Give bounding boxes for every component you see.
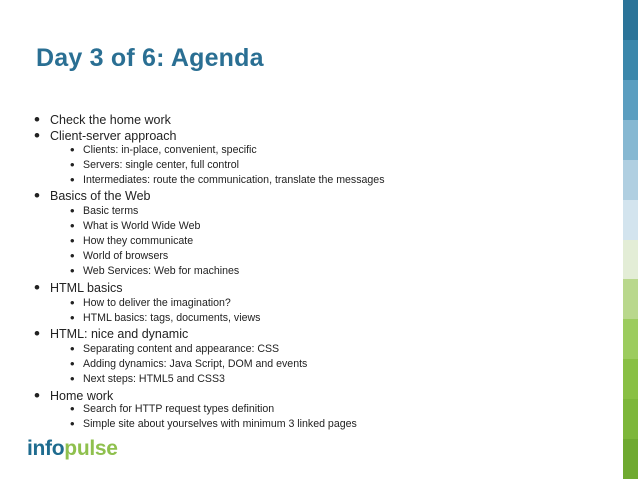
agenda-item-text: How they communicate — [83, 235, 194, 247]
agenda-subitem — [70, 172, 385, 187]
slide-title: Day 3 of 6: Agenda — [36, 44, 264, 72]
agenda-subitem — [70, 341, 280, 356]
agenda-item-text: Intermediates: route the communication, translate the messages — [83, 174, 385, 186]
stripe-segment — [623, 0, 638, 40]
infopulse-logo — [27, 437, 118, 461]
bullet-icon: • — [70, 203, 75, 218]
bullet-icon: • — [70, 172, 75, 187]
agenda-item — [34, 386, 114, 405]
agenda-item-text: Home work — [50, 389, 114, 403]
agenda-item-text: How to deliver the imagination? — [83, 297, 231, 309]
agenda-item-text: Basic terms — [83, 205, 139, 217]
agenda-item-text: Clients: in-place, convenient, specific — [83, 144, 257, 156]
agenda-item-text: HTML: nice and dynamic — [50, 327, 189, 341]
agenda-item-text: Servers: single center, full control — [83, 159, 240, 171]
bullet-icon: • — [70, 157, 75, 172]
bullet-icon: • — [34, 126, 40, 145]
bullet-icon: • — [70, 263, 75, 278]
agenda-item-text: Next steps: HTML5 and CSS3 — [83, 373, 225, 385]
bullet-icon: • — [70, 233, 75, 248]
bullet-icon: • — [34, 110, 40, 129]
bullet-icon: • — [70, 401, 75, 416]
agenda-item-text: What is World Wide Web — [83, 220, 201, 232]
bullet-icon: • — [70, 356, 75, 371]
stripe-segment — [623, 200, 638, 240]
bullet-icon: • — [70, 218, 75, 233]
agenda-subitem — [70, 263, 240, 278]
agenda-subitem — [70, 295, 231, 310]
bullet-icon: • — [70, 416, 75, 431]
agenda-item — [34, 110, 171, 129]
stripe-segment — [623, 240, 638, 280]
agenda-item-text: Basics of the Web — [50, 189, 151, 203]
bullet-icon: • — [70, 295, 75, 310]
decorative-color-stripe — [623, 0, 638, 479]
stripe-segment — [623, 120, 638, 160]
agenda-item — [34, 278, 123, 297]
logo-part-pulse: pulse — [64, 437, 118, 460]
agenda-subitem — [70, 416, 357, 431]
stripe-segment — [623, 359, 638, 399]
agenda-subitem — [70, 356, 308, 371]
agenda-item — [34, 186, 151, 205]
agenda-item-text: Separating content and appearance: CSS — [83, 343, 280, 355]
bullet-icon: • — [70, 310, 75, 325]
agenda-item-text: Simple site about yourselves with minimum 3 linked pages — [83, 418, 357, 430]
stripe-segment — [623, 279, 638, 319]
agenda-item-text: Web Services: Web for machines — [83, 265, 240, 277]
agenda-item-text: Adding dynamics: Java Script, DOM and events — [83, 358, 308, 370]
logo-part-info: info — [27, 437, 65, 460]
bullet-icon: • — [70, 371, 75, 386]
stripe-segment — [623, 399, 638, 439]
agenda-item-text: World of browsers — [83, 250, 169, 262]
stripe-segment — [623, 80, 638, 120]
bullet-icon: • — [70, 341, 75, 356]
stripe-segment — [623, 40, 638, 80]
agenda-subitem — [70, 233, 194, 248]
bullet-icon: • — [70, 248, 75, 263]
bullet-icon: • — [70, 142, 75, 157]
agenda-subitem — [70, 218, 201, 233]
agenda-subitem — [70, 203, 139, 218]
bullet-icon: • — [34, 324, 40, 343]
bullet-icon: • — [34, 186, 40, 205]
agenda-item-text: Search for HTTP request types definition — [83, 403, 275, 415]
agenda-item-text: HTML basics: tags, documents, views — [83, 312, 261, 324]
agenda-item — [34, 126, 177, 145]
agenda-subitem — [70, 157, 240, 172]
stripe-segment — [623, 319, 638, 359]
agenda-item-text: Check the home work — [50, 113, 171, 127]
bullet-icon: • — [34, 278, 40, 297]
stripe-segment — [623, 160, 638, 200]
agenda-subitem — [70, 310, 261, 325]
agenda-item-text: Client-server approach — [50, 129, 177, 143]
agenda-subitem — [70, 248, 169, 263]
agenda-item-text: HTML basics — [50, 281, 123, 295]
agenda-subitem — [70, 401, 275, 416]
stripe-segment — [623, 439, 638, 479]
agenda-subitem — [70, 371, 225, 386]
bullet-icon: • — [34, 386, 40, 405]
agenda-subitem — [70, 142, 257, 157]
agenda-item — [34, 324, 189, 343]
